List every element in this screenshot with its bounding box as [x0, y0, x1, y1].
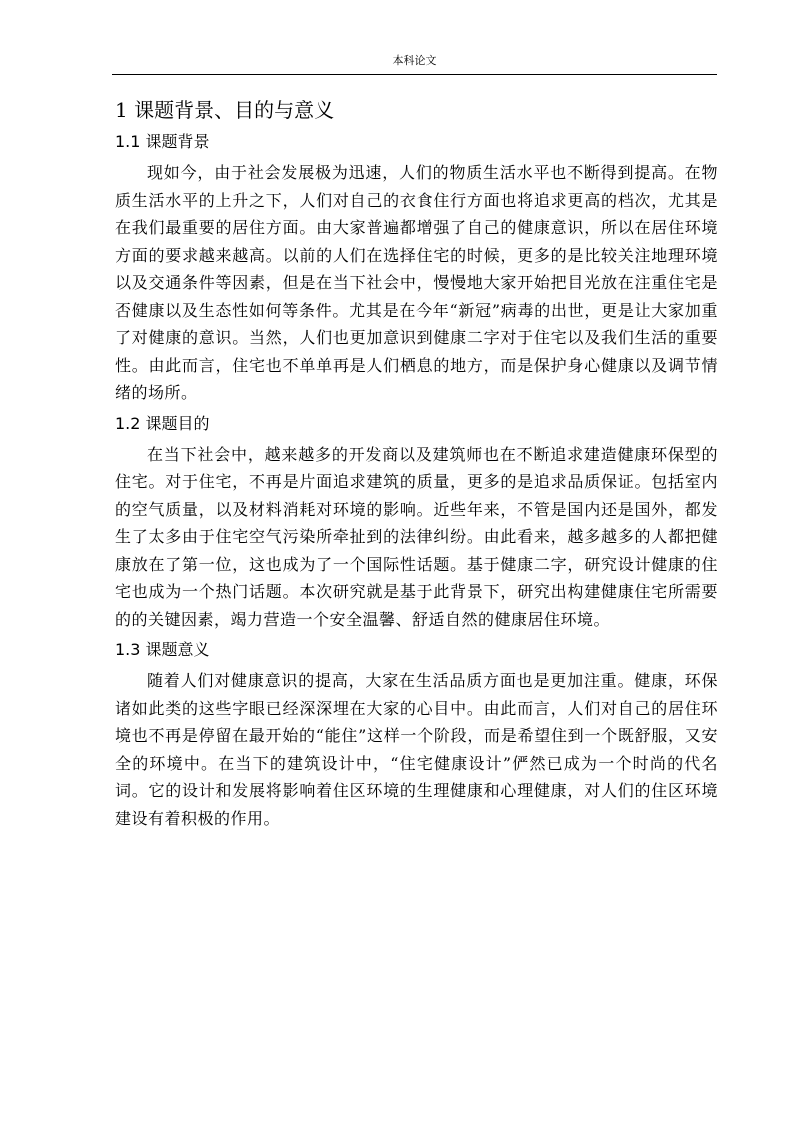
section-title-significance: 1.3 课题意义 — [115, 640, 210, 659]
document-body — [115, 95, 718, 832]
chapter-title: 1 课题背景、目的与意义 — [115, 98, 335, 122]
section-title-purpose: 1.2 课题目的 — [115, 413, 210, 433]
header-title: 本科论文 — [392, 54, 437, 67]
paragraph-purpose: 在当下社会中，越来越多的开发商以及建筑师也在不断追求建造健康环保型的住宅。对于住宅，不再是片面追求建筑的质量，更多的是追求品质保证。包括室内的空气质量，以及材料消耗对环境的影响。近些年来，不管是国内还是国外，都发生了太多由于住宅空气污染所牵扯到的法律纠纷。由此看来，越多越多的人都把健康放在了第一位，这也成为了一个国际性话题。基于健康二字，研究设计健康的住宅也成为一个热门话题。本次研究就是基于此背景下，研究出构建健康住宅所需要的的关键因素，竭力营造一个安全温馨、舒适自然的健康居住环境。 — [115, 444, 718, 629]
section-title-background: 1.1 课题背景 — [115, 132, 210, 151]
page-header — [112, 48, 717, 75]
paragraph-significance: 随着人们对健康意识的提高，大家在生活品质方面也是更加注重。健康，环保诸如此类的这些字眼已经深深埋在大家的心目中。由此而言，人们对自己的居住环境也不再是停留在最开始的“能住”这样一个阶段，而是希望住到一个既舒服，又安全的环境中。在当下的建筑设计中，“住宅健康设计”俨然已成为一个时尚的代名词。它的设计和发展将影响着住区环境的生理健康和心理健康，对人们的住区环境建设有着积极的作用。 — [115, 671, 718, 828]
paragraph-background: 现如今，由于社会发展极为迅速，人们的物质生活水平也不断得到提高。在物质生活水平的上升之下，人们对自己的衣食住行方面也将追求更高的档次，尤其是在我们最重要的居住方面。由大家普遍都增强了自己的健康意识，所以在居住环境方面的要求越来越高。以前的人们在选择住宅的时候，更多的是比较关注地理环境以及交通条件等因素，但是在当下社会中，慢慢地大家开始把目光放在注重住宅是否健康以及生态性如何等条件。尤其是在今年“新冠”病毒的出世，更是让大家加重了对健康的意识。当然，人们也更加意识到健康二字对于住宅以及我们生活的重要性。由此而言，住宅也不单单再是人们栖息的地方，而是保护身心健康以及调节情绪的场所。 — [115, 163, 718, 402]
